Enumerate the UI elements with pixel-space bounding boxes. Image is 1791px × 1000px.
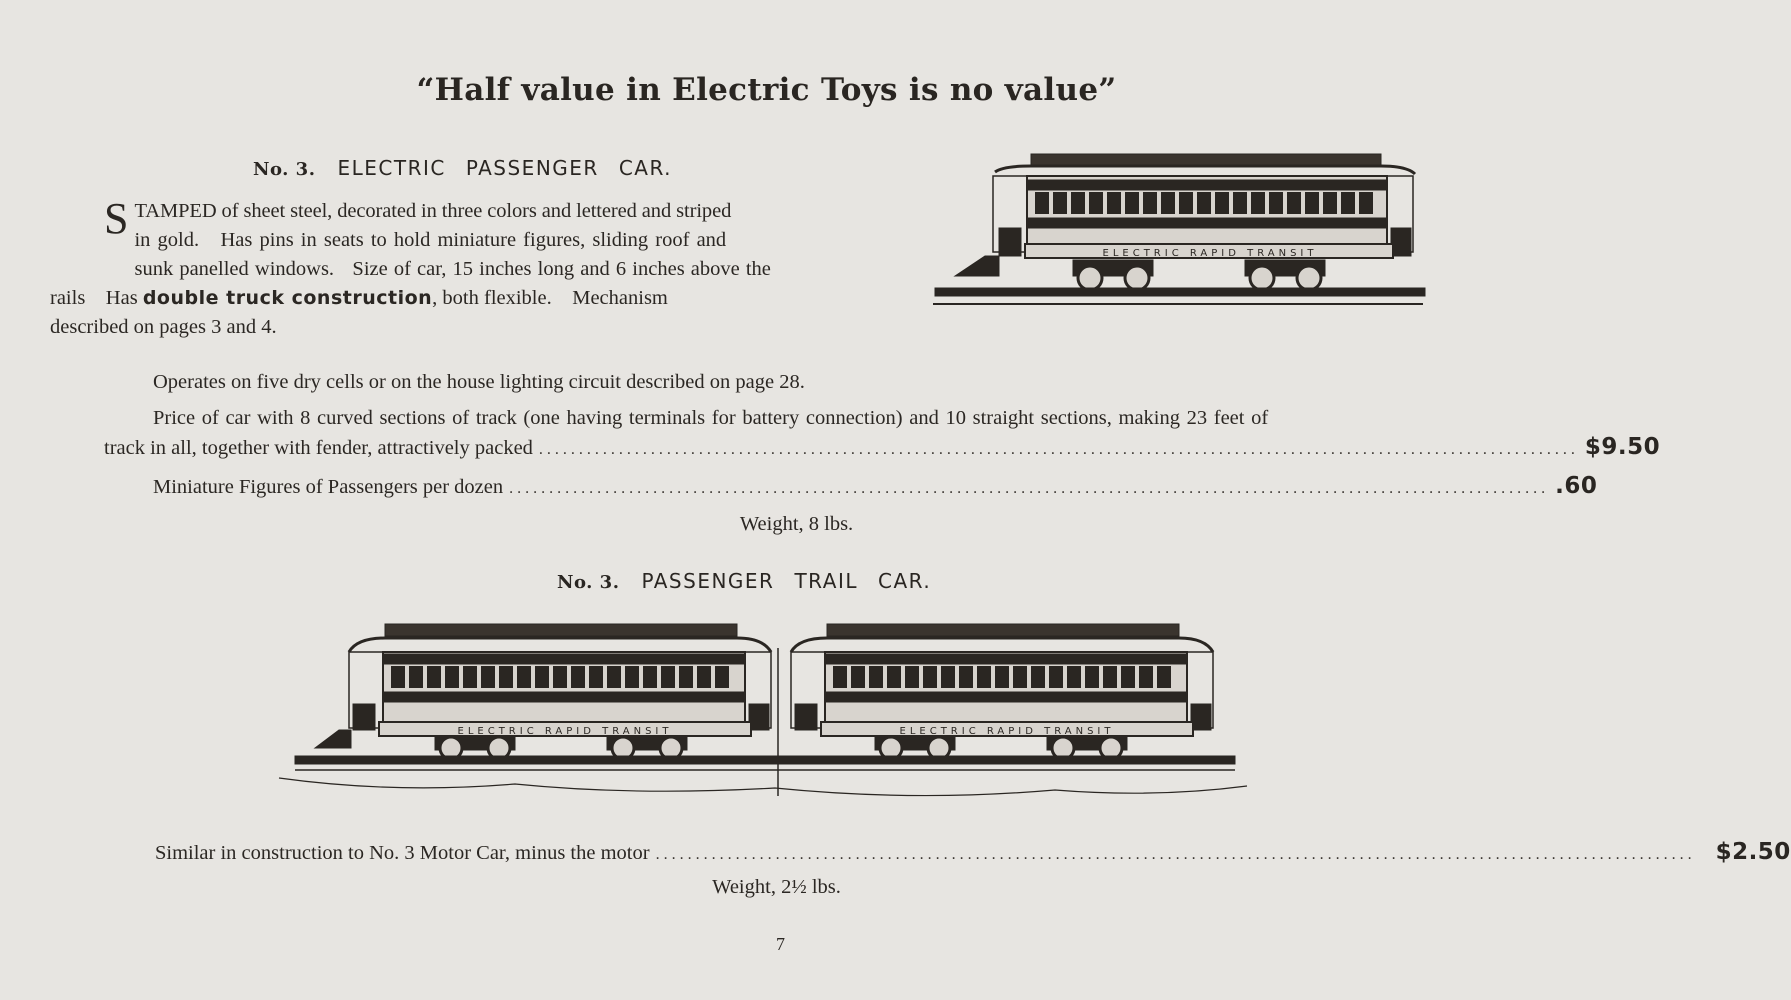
car-number: 3: [1207, 229, 1213, 239]
section1-description: [50, 194, 841, 342]
drop-cap: S: [104, 194, 129, 243]
price-description-line1: Price of car with 8 curved sections of track (one having terminals for battery connection) and 10 straight sections, making 23 feet of: [153, 407, 1269, 429]
heading-word: CAR.: [618, 156, 672, 180]
figures-label: Miniature Figures of Passengers per dozen: [153, 476, 504, 498]
dot-leader: ..................................................................................................................................: [538, 441, 1579, 458]
passenger-trail-cars-illustration: [275, 618, 1250, 810]
intro-line: TAMPED of sheet steel, decorated in three colors and lettered and striped: [134, 200, 732, 222]
price-figures: .60: [1555, 473, 1598, 499]
car-lettering: ELECTRIC RAPID TRANSIT: [1102, 248, 1318, 259]
price-car: $9.50: [1584, 434, 1661, 460]
dot-leader: ..................................................................................................................................: [655, 846, 1696, 863]
price-row-trail-car: [155, 838, 1791, 869]
weight-section2: Weight, 2½ lbs.: [712, 876, 841, 898]
operates-text: Operates on five dry cells or on the house lighting circuit described on page 28.: [153, 371, 805, 393]
dot-leader: ..................................................................................................................................: [509, 480, 1550, 497]
intro-line: in gold. Has pins in seats to hold miniature figures, sliding roof and: [134, 229, 727, 251]
section2-number: No. 3.: [557, 572, 620, 593]
heading-word: CAR.: [877, 569, 932, 593]
heading-word: TRAIL: [794, 569, 858, 593]
intro-line: sunk panelled windows. Size of car, 15 inches long and 6 inches above the: [134, 258, 771, 280]
intro-text: rails Has: [50, 287, 138, 309]
page-number: 7: [776, 934, 785, 954]
heading-word: ELECTRIC: [337, 156, 446, 180]
electric-passenger-car-illustration: [925, 148, 1430, 320]
heading-word: PASSENGER: [641, 569, 775, 593]
car-lettering: ELECTRIC RAPID TRANSIT: [457, 726, 673, 737]
price-row-car: [104, 433, 1661, 464]
intro-line: described on pages 3 and 4.: [50, 316, 277, 338]
section1-heading: [253, 156, 672, 180]
weight-section1: Weight, 8 lbs.: [739, 513, 854, 535]
heading-word: PASSENGER: [465, 156, 599, 180]
intro-bold-text: double truck construction: [142, 287, 433, 309]
price-trail-car: $2.50: [1715, 839, 1791, 865]
car-lettering: ELECTRIC RAPID TRANSIT: [899, 726, 1115, 737]
section1-number: No. 3.: [253, 159, 316, 180]
section2-heading: [557, 569, 931, 593]
intro-line: [50, 284, 841, 313]
price-row-figures: [153, 472, 1598, 503]
page-title: “Half value in Electric Toys is no value”: [416, 72, 1117, 108]
intro-text: , both flexible. Mechanism: [432, 287, 668, 309]
price-description-line2: track in all, together with fender, attractively packed: [104, 437, 533, 459]
trail-car-description: Similar in construction to No. 3 Motor Car, minus the motor: [155, 842, 650, 864]
